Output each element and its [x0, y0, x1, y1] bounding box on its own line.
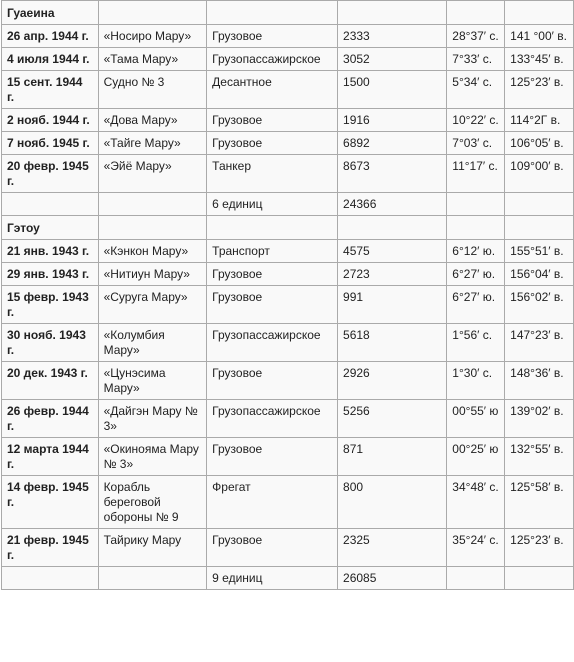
latitude-cell: 7°03′ с.	[447, 132, 505, 155]
empty-cell	[338, 1, 447, 25]
date-cell: 4 июля 1944 г.	[2, 48, 99, 71]
ship-name-cell: «Дайгэн Мару № 3»	[98, 400, 207, 438]
ship-name-cell: «Колумбия Мару»	[98, 324, 207, 362]
table-row	[2, 263, 574, 286]
date-cell: 14 февр. 1945 г.	[2, 476, 99, 529]
tonnage-cell: 3052	[338, 48, 447, 71]
latitude-cell: 35°24′ с.	[447, 529, 505, 567]
ship-name-cell: Судно № 3	[98, 71, 207, 109]
latitude-cell: 11°17′ с.	[447, 155, 505, 193]
ship-name-cell: «Окинояма Мару № 3»	[98, 438, 207, 476]
tonnage-cell: 8673	[338, 155, 447, 193]
date-cell: 7 нояб. 1945 г.	[2, 132, 99, 155]
ships-table	[1, 0, 574, 590]
longitude-cell: 141 °00′ в.	[505, 25, 574, 48]
table-row	[2, 240, 574, 263]
empty-cell	[505, 216, 574, 240]
date-cell: 29 янв. 1943 г.	[2, 263, 99, 286]
ship-name-cell: «Цунэсима Мару»	[98, 362, 207, 400]
tonnage-cell: 2325	[338, 529, 447, 567]
total-tonnage-cell: 24366	[338, 193, 447, 216]
ship-type-cell: Грузопассажирское	[207, 324, 338, 362]
table-row	[2, 48, 574, 71]
longitude-cell: 109°00′ в.	[505, 155, 574, 193]
ship-type-cell: Десантное	[207, 71, 338, 109]
latitude-cell: 6°12′ ю.	[447, 240, 505, 263]
empty-cell	[447, 216, 505, 240]
latitude-cell: 00°25′ ю	[447, 438, 505, 476]
tonnage-cell: 4575	[338, 240, 447, 263]
tonnage-cell: 800	[338, 476, 447, 529]
tonnage-cell: 5256	[338, 400, 447, 438]
table-row	[2, 529, 574, 567]
total-row	[2, 567, 574, 590]
tonnage-cell: 5618	[338, 324, 447, 362]
latitude-cell: 7°33′ с.	[447, 48, 505, 71]
date-cell: 15 сент. 1944 г.	[2, 71, 99, 109]
latitude-cell: 34°48′ с.	[447, 476, 505, 529]
longitude-cell: 133°45′ в.	[505, 48, 574, 71]
empty-cell	[98, 216, 207, 240]
tonnage-cell: 1916	[338, 109, 447, 132]
tonnage-cell: 2333	[338, 25, 447, 48]
table-row	[2, 155, 574, 193]
date-cell: 20 февр. 1945 г.	[2, 155, 99, 193]
empty-cell	[98, 567, 207, 590]
longitude-cell: 106°05′ в.	[505, 132, 574, 155]
ship-type-cell: Грузовое	[207, 109, 338, 132]
table-row	[2, 71, 574, 109]
longitude-cell: 147°23′ в.	[505, 324, 574, 362]
empty-cell	[505, 1, 574, 25]
latitude-cell: 5°34′ с.	[447, 71, 505, 109]
table-row	[2, 476, 574, 529]
ship-type-cell: Грузопассажирское	[207, 48, 338, 71]
date-cell: 21 февр. 1945 г.	[2, 529, 99, 567]
date-cell: 15 февр. 1943 г.	[2, 286, 99, 324]
longitude-cell: 125°58′ в.	[505, 476, 574, 529]
section-title: Гэтоу	[2, 216, 99, 240]
empty-cell	[207, 216, 338, 240]
latitude-cell: 1°30′ с.	[447, 362, 505, 400]
total-tonnage-cell: 26085	[338, 567, 447, 590]
tonnage-cell: 2926	[338, 362, 447, 400]
longitude-cell: 132°55′ в.	[505, 438, 574, 476]
ships-table-body	[2, 1, 574, 590]
latitude-cell: 6°27′ ю.	[447, 286, 505, 324]
empty-cell	[505, 193, 574, 216]
longitude-cell: 125°23′ в.	[505, 529, 574, 567]
longitude-cell: 148°36′ в.	[505, 362, 574, 400]
date-cell: 30 нояб. 1943 г.	[2, 324, 99, 362]
empty-cell	[505, 567, 574, 590]
ship-name-cell: «Суруга Мару»	[98, 286, 207, 324]
date-cell: 21 янв. 1943 г.	[2, 240, 99, 263]
empty-cell	[447, 1, 505, 25]
tonnage-cell: 1500	[338, 71, 447, 109]
ship-type-cell: Грузопассажирское	[207, 400, 338, 438]
empty-cell	[2, 193, 99, 216]
ship-name-cell: Тайрику Мару	[98, 529, 207, 567]
longitude-cell: 139°02′ в.	[505, 400, 574, 438]
tonnage-cell: 2723	[338, 263, 447, 286]
section-header-row	[2, 216, 574, 240]
longitude-cell: 125°23′ в.	[505, 71, 574, 109]
tonnage-cell: 871	[338, 438, 447, 476]
date-cell: 26 февр. 1944 г.	[2, 400, 99, 438]
empty-cell	[2, 567, 99, 590]
longitude-cell: 156°04′ в.	[505, 263, 574, 286]
latitude-cell: 28°37′ с.	[447, 25, 505, 48]
ship-type-cell: Грузовое	[207, 362, 338, 400]
latitude-cell: 1°56′ с.	[447, 324, 505, 362]
tonnage-cell: 6892	[338, 132, 447, 155]
section-title: Гуаеина	[2, 1, 99, 25]
empty-cell	[447, 567, 505, 590]
ship-type-cell: Грузовое	[207, 286, 338, 324]
ship-name-cell: «Нитиун Мару»	[98, 263, 207, 286]
date-cell: 26 апр. 1944 г.	[2, 25, 99, 48]
ship-name-cell: «Эйё Мару»	[98, 155, 207, 193]
empty-cell	[98, 1, 207, 25]
ship-name-cell: «Кэнкон Мару»	[98, 240, 207, 263]
table-row	[2, 132, 574, 155]
longitude-cell: 155°51′ в.	[505, 240, 574, 263]
ship-type-cell: Фрегат	[207, 476, 338, 529]
empty-cell	[447, 193, 505, 216]
empty-cell	[338, 216, 447, 240]
total-units-cell: 9 единиц	[207, 567, 338, 590]
ship-name-cell: «Тама Мару»	[98, 48, 207, 71]
ship-type-cell: Грузовое	[207, 263, 338, 286]
ship-type-cell: Грузовое	[207, 25, 338, 48]
table-row	[2, 362, 574, 400]
ship-name-cell: «Тайге Мару»	[98, 132, 207, 155]
table-row	[2, 25, 574, 48]
section-header-row	[2, 1, 574, 25]
total-row	[2, 193, 574, 216]
table-row	[2, 286, 574, 324]
empty-cell	[207, 1, 338, 25]
total-units-cell: 6 единиц	[207, 193, 338, 216]
ship-name-cell: Корабль береговой обороны № 9	[98, 476, 207, 529]
longitude-cell: 156°02′ в.	[505, 286, 574, 324]
ship-type-cell: Танкер	[207, 155, 338, 193]
ship-name-cell: «Носиро Мару»	[98, 25, 207, 48]
table-row	[2, 109, 574, 132]
date-cell: 2 нояб. 1944 г.	[2, 109, 99, 132]
latitude-cell: 10°22′ с.	[447, 109, 505, 132]
latitude-cell: 6°27′ ю.	[447, 263, 505, 286]
table-row	[2, 400, 574, 438]
ship-name-cell: «Дова Мару»	[98, 109, 207, 132]
tonnage-cell: 991	[338, 286, 447, 324]
ship-type-cell: Грузовое	[207, 132, 338, 155]
ship-type-cell: Транспорт	[207, 240, 338, 263]
ship-type-cell: Грузовое	[207, 529, 338, 567]
latitude-cell: 00°55′ ю	[447, 400, 505, 438]
date-cell: 20 дек. 1943 г.	[2, 362, 99, 400]
ship-type-cell: Грузовое	[207, 438, 338, 476]
table-row	[2, 438, 574, 476]
empty-cell	[98, 193, 207, 216]
table-row	[2, 324, 574, 362]
date-cell: 12 марта 1944 г.	[2, 438, 99, 476]
longitude-cell: 114°2Г в.	[505, 109, 574, 132]
